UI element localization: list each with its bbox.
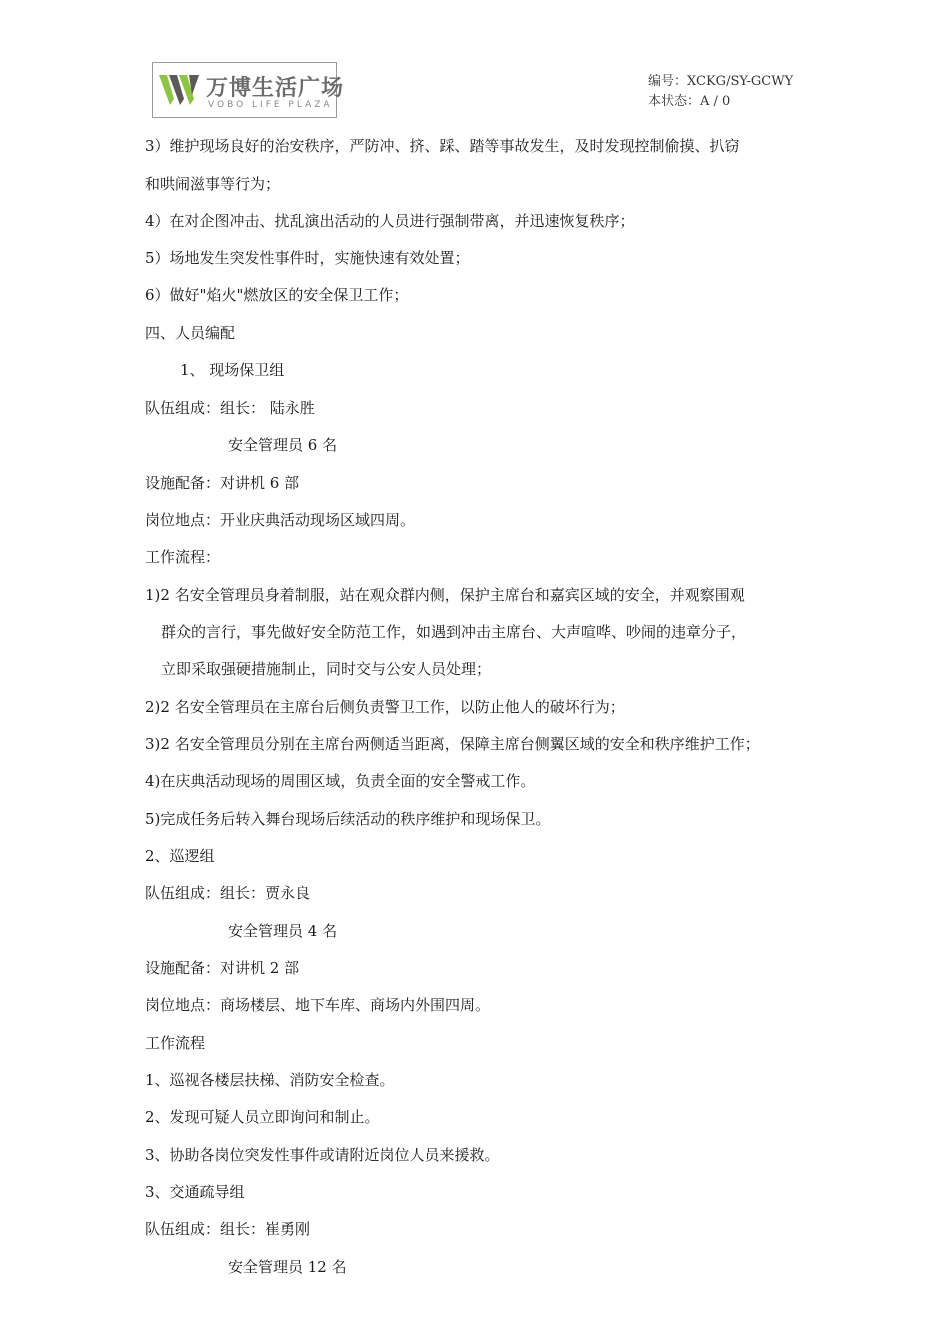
body-line: 岗位地点：开业庆典活动现场区域四周。	[145, 511, 416, 529]
body-line: 设施配备：对讲机 6 部	[145, 474, 300, 492]
subsection-heading: 1、 现场保卫组	[180, 361, 285, 379]
document-status: 本状态：A / 0	[648, 94, 731, 109]
body-line: 队伍组成：组长：贾永良	[145, 884, 311, 902]
subsection-heading: 3、交通疏导组	[145, 1183, 245, 1201]
body-line: 群众的言行，事先做好安全防范工作，如遇到冲击主席台、大声喧哗、吵闹的违章分子，	[161, 623, 747, 641]
body-line: 2、发现可疑人员立即询问和制止。	[145, 1108, 380, 1126]
body-line: 4）在对企图冲击、扰乱演出活动的人员进行强制带离，并迅速恢复秩序；	[145, 212, 635, 230]
body-line: 和哄闹滋事等行为；	[145, 175, 281, 193]
body-line: 安全管理员 4 名	[228, 922, 338, 940]
body-line: 3、协助各岗位突发性事件或请附近岗位人员来援救。	[145, 1146, 500, 1164]
vobo-logo-icon	[157, 69, 203, 111]
body-line: 4)在庆典活动现场的周围区域，负责全面的安全警戒工作。	[145, 772, 536, 790]
subsection-heading: 2、巡逻组	[145, 847, 215, 865]
body-line: 5）场地发生突发性事件时，实施快速有效处置；	[145, 249, 470, 267]
logo-english-name: VOBO LIFE PLAZA	[208, 100, 333, 110]
brand-logo	[152, 62, 345, 118]
body-line: 工作流程	[145, 1034, 206, 1052]
body-line: 3)2 名安全管理员分别在主席台两侧适当距离，保障主席台侧翼区域的安全和秩序维护工作；	[145, 735, 760, 753]
body-line: 1)2 名安全管理员身着制服，站在观众群内侧，保护主席台和嘉宾区域的安全，并观察围观	[145, 586, 745, 604]
body-line: 设施配备：对讲机 2 部	[145, 959, 300, 977]
logo-chinese-name: 万博生活广场	[206, 76, 345, 101]
body-line: 5)完成任务后转入舞台现场后续活动的秩序维护和现场保卫。	[145, 810, 551, 828]
body-line: 队伍组成：组长：崔勇刚	[145, 1220, 311, 1238]
body-line: 安全管理员 6 名	[228, 436, 338, 454]
body-line: 工作流程：	[145, 548, 221, 566]
body-line: 1、巡视各楼层扶梯、消防安全检查。	[145, 1071, 395, 1089]
body-line: 立即采取强硬措施制止，同时交与公安人员处理；	[161, 660, 492, 678]
document-number: 编号：XCKG/SY-GCWY	[648, 74, 794, 89]
section-heading: 四、人员编配	[145, 324, 236, 342]
document-meta	[648, 72, 793, 112]
body-line: 3）维护现场良好的治安秩序，严防冲、挤、踩、踏等事故发生，及时发现控制偷摸、扒窃	[145, 137, 740, 155]
body-line: 岗位地点：商场楼层、地下车库、商场内外围四周。	[145, 996, 491, 1014]
body-line: 队伍组成：组长： 陆永胜	[145, 399, 315, 417]
body-line: 安全管理员 12 名	[228, 1258, 347, 1276]
body-line: 2)2 名安全管理员在主席台后侧负责警卫工作，以防止他人的破坏行为；	[145, 698, 625, 716]
body-line: 6）做好"焰火"燃放区的安全保卫工作；	[145, 286, 409, 304]
